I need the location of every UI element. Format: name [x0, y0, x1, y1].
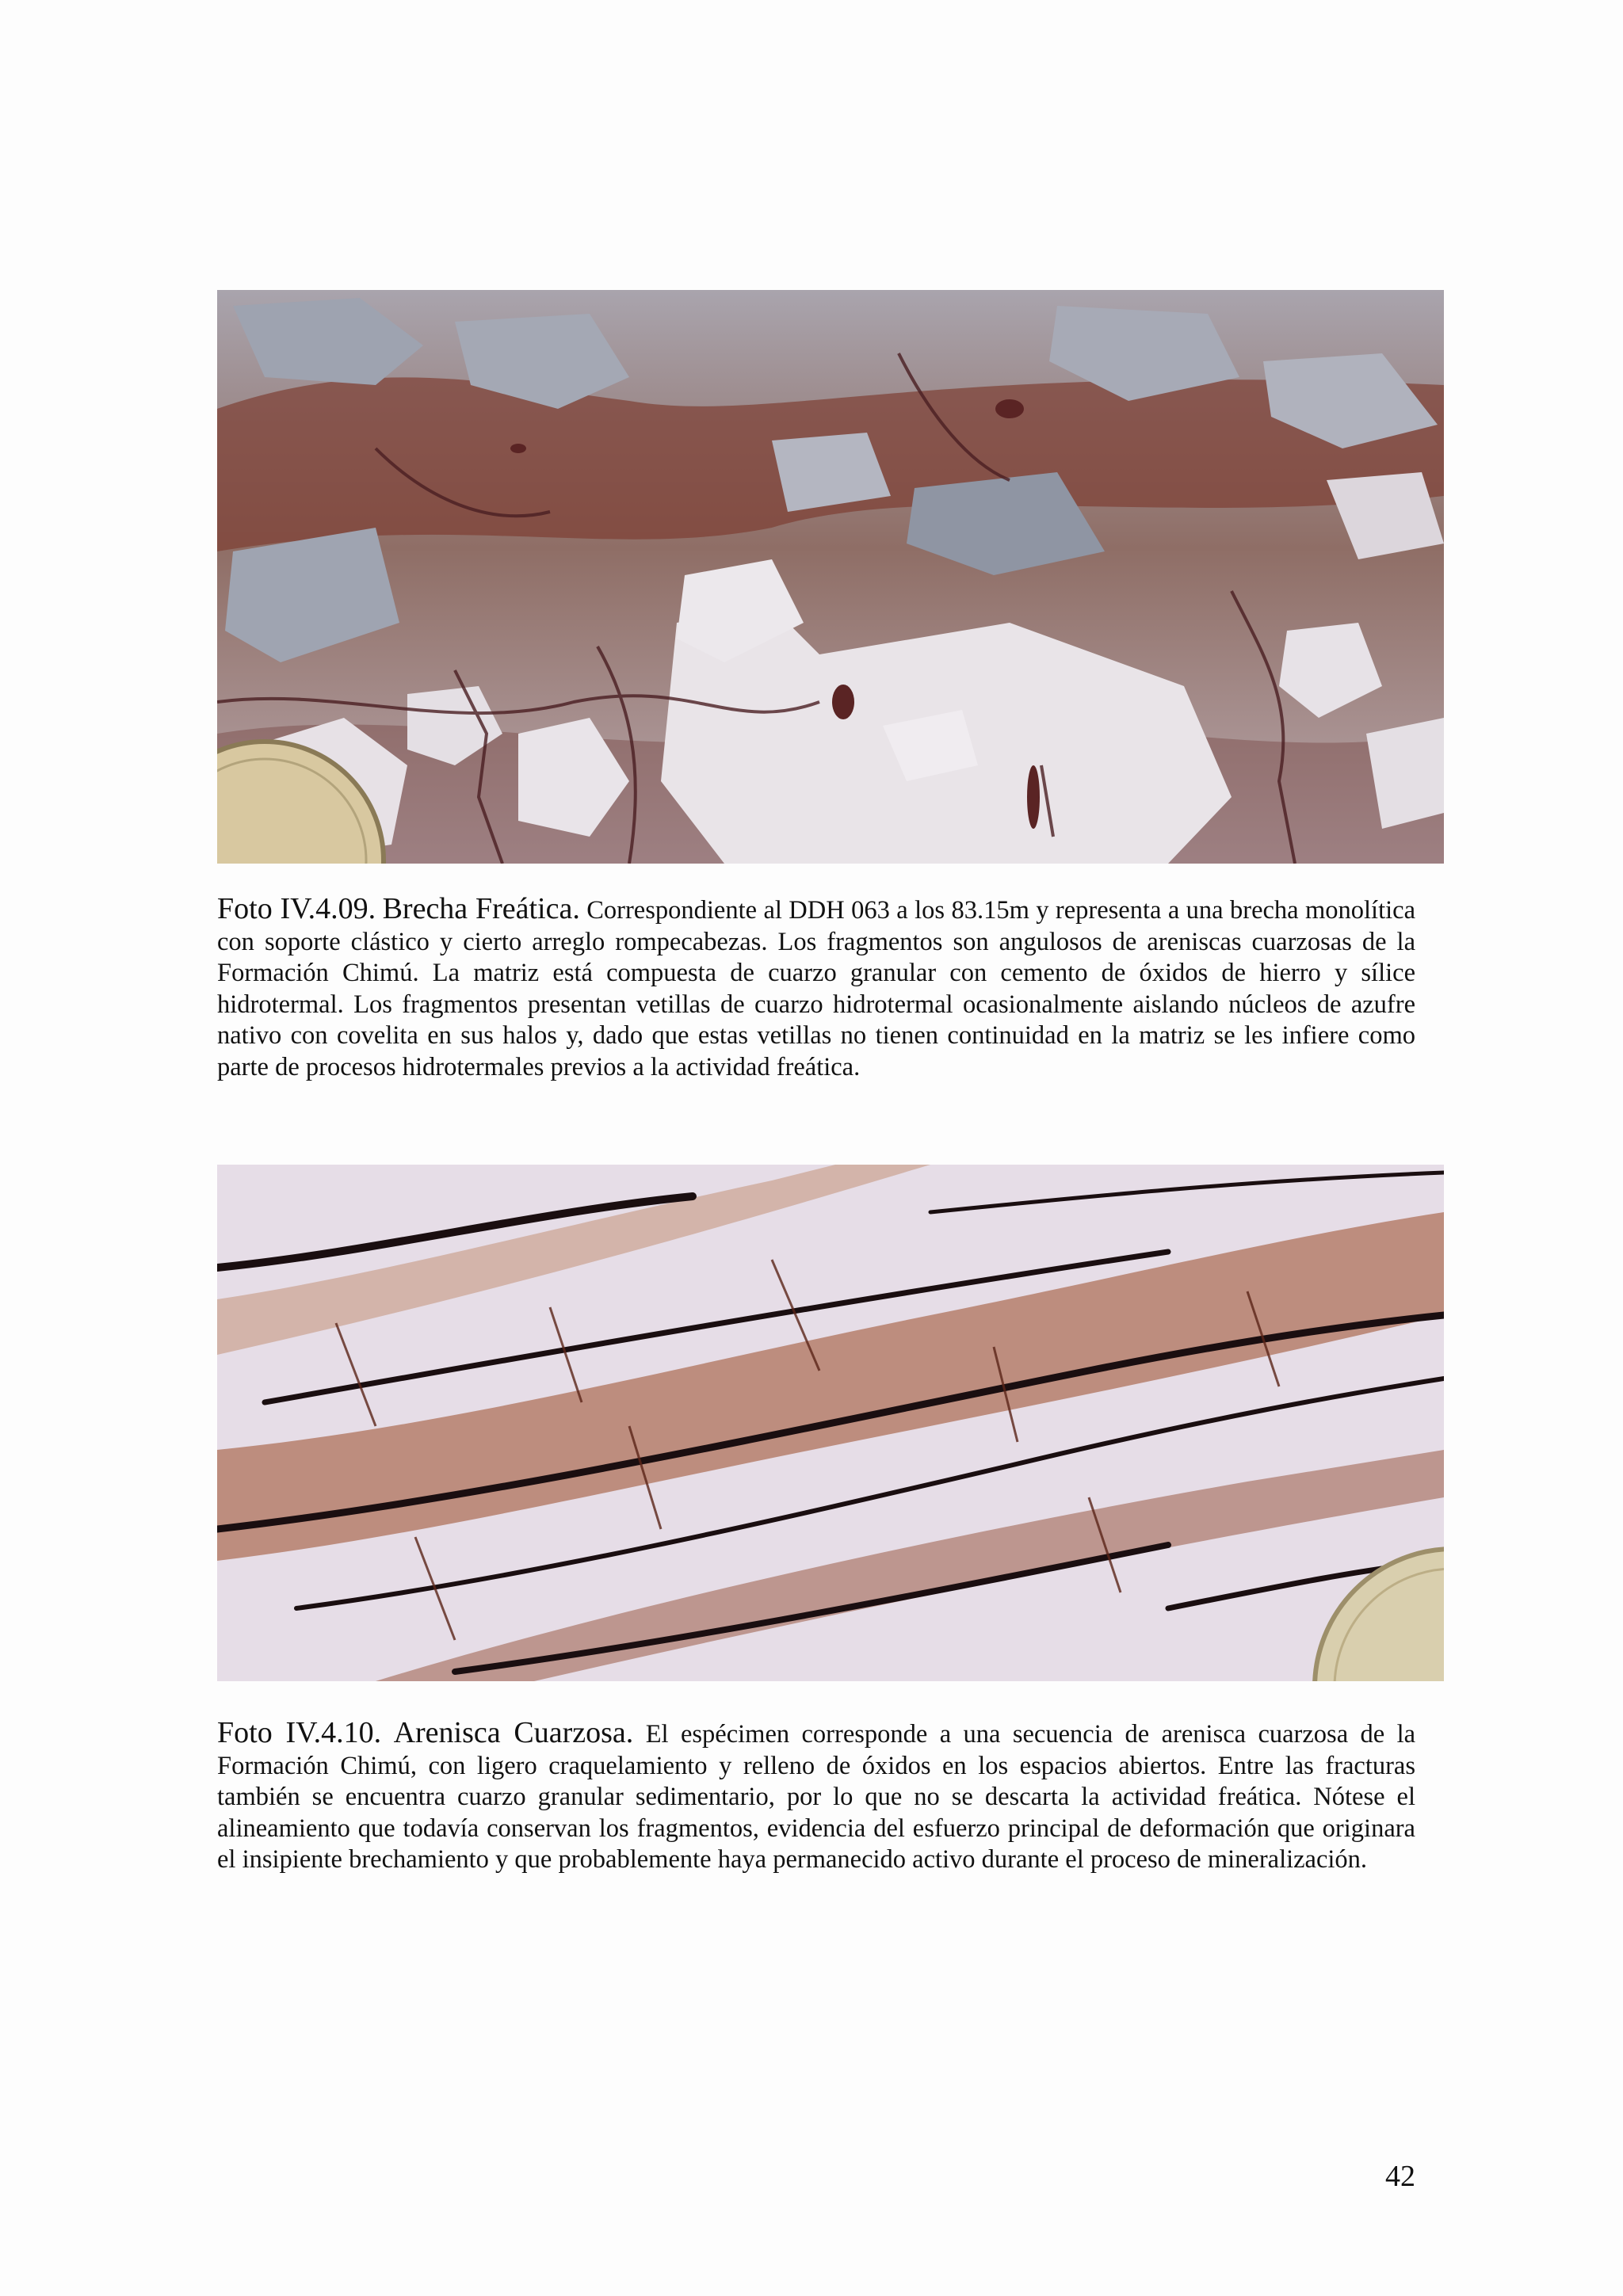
- figure-description: El espécimen corresponde a una secuencia de arenisca cuarzosa de la Formación Chimú, con ligero craquelamiento y relleno de óxidos en los espacios abiertos. Entre las fracturas también se encuentra cuarzo granular sedimentario, por lo que no se descarta la actividad freática. Nótese el alineamiento que todavía conservan los fragmentos, evidencia del esfuerzo principal de deformación que originara el insipiente brechamiento y que probablemente haya permanecido activo durante el proceso de mineralización.: [217, 1720, 1416, 1874]
- figure-label: Foto IV.4.09.: [217, 892, 376, 925]
- figure-title: Arenisca Cuarzosa.: [393, 1716, 634, 1749]
- figure-caption-2: [217, 1718, 1415, 1876]
- figure-title: Brecha Freática.: [382, 892, 580, 925]
- figure-label: Foto IV.4.10.: [217, 1716, 382, 1749]
- page-number: 42: [1385, 2160, 1415, 2193]
- photo-arenisca-cuarzosa: [217, 1165, 1444, 1681]
- figure-description: Correspondiente al DDH 063 a los 83.15m y representa a una brecha monolítica con soporte clástico y cierto arreglo rompecabezas. Los fragmentos son angulosos de areniscas cuarzosas de la Formación Chimú. La matriz está compuesta de cuarzo granular con cemento de óxidos de hierro y sílice hidrotermal. Los fragmentos presentan vetillas de cuarzo hidrotermal ocasionalmente aislando núcleos de azufre nativo con covelita en sus halos y, dado que estas vetillas no tienen continuidad en la matriz se les infiere como parte de procesos hidrotermales previos a la actividad freática.: [217, 896, 1415, 1081]
- figure-caption-1: [217, 894, 1415, 1083]
- rock-photo-1: [217, 290, 1444, 864]
- photo-brecha-freatica: [217, 290, 1444, 864]
- rock-photo-2: [217, 1165, 1444, 1681]
